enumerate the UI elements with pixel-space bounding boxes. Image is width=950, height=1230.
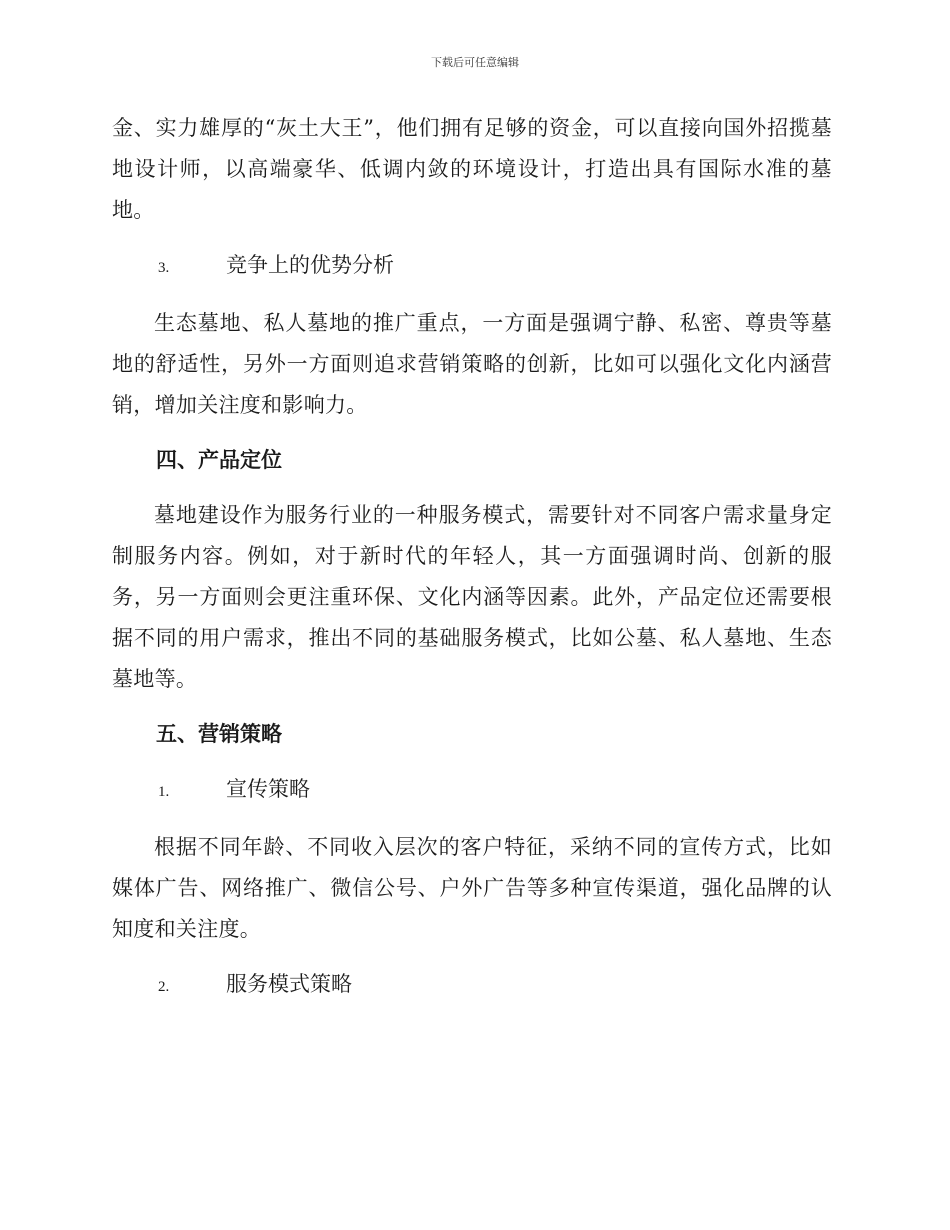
numbered-item-3 (112, 245, 832, 289)
item-number: 3. (158, 260, 170, 276)
numbered-item-1 (112, 769, 832, 813)
section-heading-product-positioning: 四、产品定位 (156, 448, 282, 472)
item-title: 竞争上的优势分析 (226, 253, 394, 277)
item-number: 2. (158, 979, 170, 995)
header-note: 下载后可任意编辑 (431, 56, 519, 69)
numbered-item-2 (112, 964, 832, 1008)
section-heading-marketing-strategy: 五、营销策略 (156, 722, 282, 746)
item-title: 宣传策略 (226, 777, 310, 801)
paragraph-continuation: 金、实力雄厚的“灰土大王”，他们拥有足够的资金，可以直接向国外招揽墓地设计师，以高端豪华、低调内敛的环境设计，打造出具有国际水准的墓地。 (112, 116, 832, 222)
item-number: 1. (158, 784, 170, 800)
item-title: 服务模式策略 (226, 972, 352, 996)
document-body (112, 108, 832, 1022)
paragraph-promotion: 根据不同年龄、不同收入层次的客户特征，采纳不同的宣传方式，比如媒体广告、网络推广、微信公号、户外广告等多种宣传渠道，强化品牌的认知度和关注度。 (112, 835, 832, 941)
paragraph-advantage: 生态墓地、私人墓地的推广重点，一方面是强调宁静、私密、尊贵等墓地的舒适性，另外一方面则追求营销策略的创新，比如可以强化文化内涵营销，增加关注度和影响力。 (112, 311, 832, 417)
paragraph-positioning: 墓地建设作为服务行业的一种服务模式，需要针对不同客户需求量身定制服务内容。例如，对于新时代的年轻人，其一方面强调时尚、创新的服务，另一方面则会更注重环保、文化内涵等因素。此外，产品定位还需要根据不同的用户需求，推出不同的基础服务模式，比如公墓、私人墓地、生态墓地等。 (112, 503, 832, 691)
